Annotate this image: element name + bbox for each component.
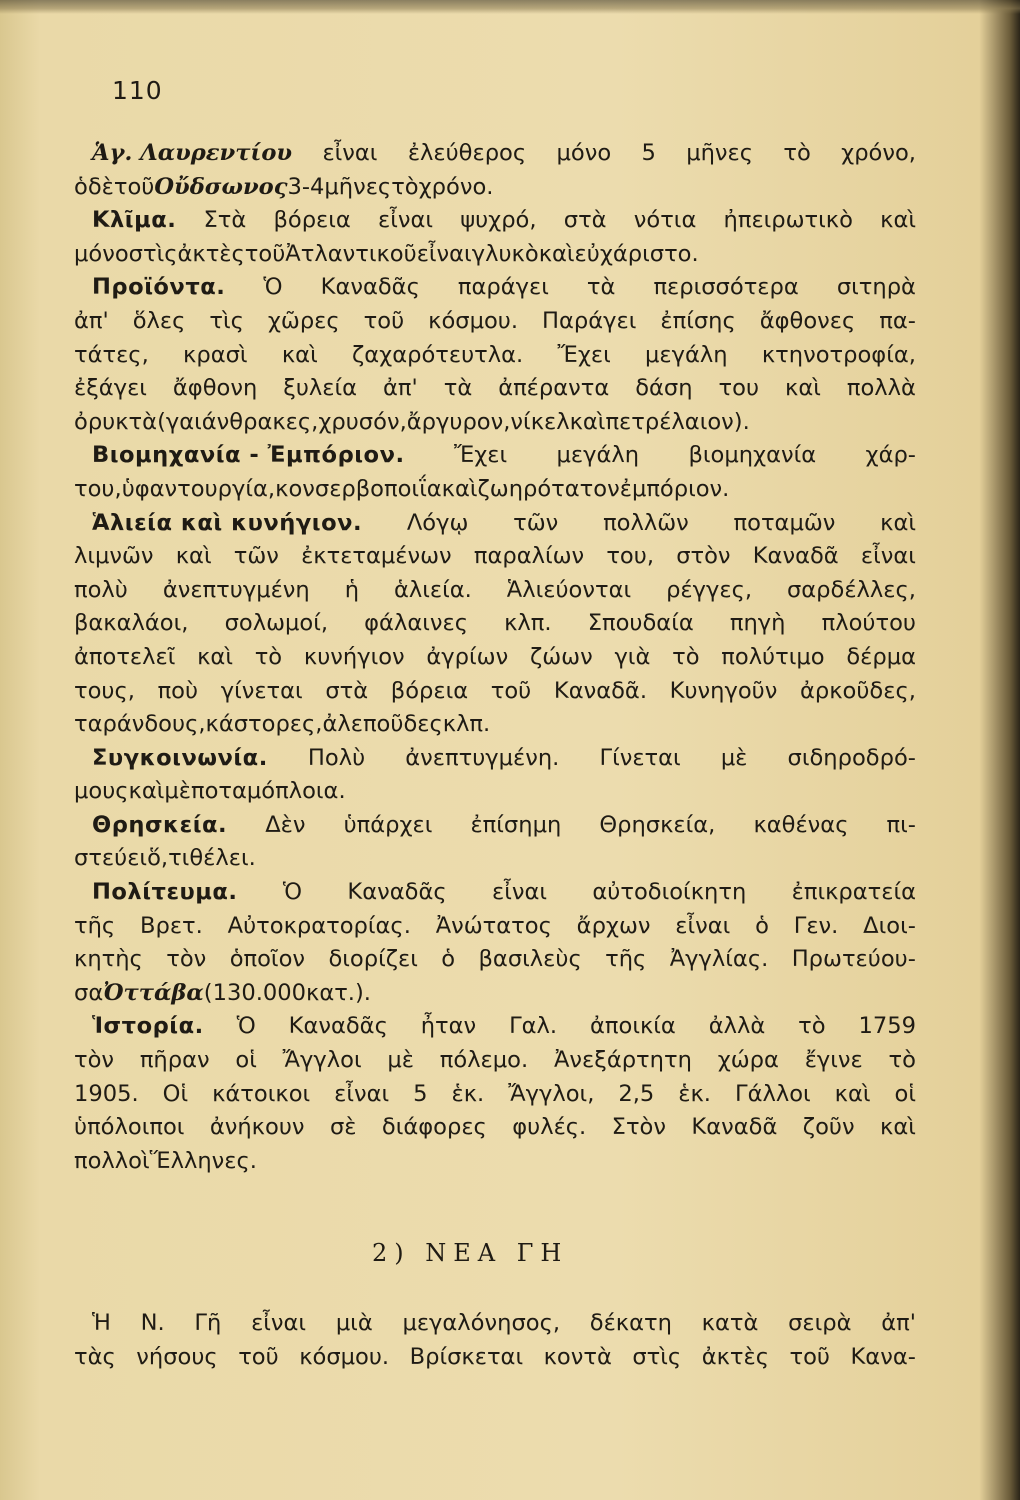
word: τὸν bbox=[74, 1047, 115, 1074]
word: Βρίσκεται bbox=[409, 1343, 524, 1370]
word: Ἔχει bbox=[557, 341, 611, 368]
word: τοῦ bbox=[238, 1343, 279, 1370]
word: μεγάλη bbox=[645, 341, 728, 368]
word: ὁποῖον bbox=[229, 946, 306, 973]
word: δέρμα bbox=[846, 643, 916, 670]
word: οἱ bbox=[894, 1080, 916, 1107]
word: ἀνεπτυγμένη bbox=[162, 576, 310, 603]
word: τοῦ bbox=[789, 1343, 830, 1370]
word: μους bbox=[74, 778, 129, 805]
word: καὶ bbox=[128, 778, 165, 805]
word: σὲ bbox=[329, 1114, 357, 1141]
word: στὸν bbox=[676, 543, 731, 570]
word: ἀπ' bbox=[383, 375, 418, 402]
word: ἀλλὰ bbox=[708, 1013, 766, 1040]
word: τάτες, bbox=[74, 341, 149, 368]
text-line bbox=[74, 1078, 916, 1112]
word: Θρησκεία, bbox=[599, 811, 716, 838]
word: εἶναι bbox=[860, 543, 916, 570]
word: ὀρυκτὰ bbox=[74, 408, 158, 435]
word: στεύει bbox=[74, 845, 148, 872]
word: Καναδᾶ bbox=[691, 1114, 778, 1141]
word: κλπ. bbox=[442, 711, 491, 738]
word: τῆς bbox=[605, 946, 647, 973]
text-line bbox=[74, 1044, 916, 1078]
word: Οἱ bbox=[162, 1080, 189, 1107]
word: εἶναι bbox=[675, 912, 731, 939]
paragraph-heading: Συγκοινωνία. bbox=[92, 744, 268, 771]
word: εἶναι bbox=[377, 207, 434, 234]
word: εἶναι bbox=[416, 240, 472, 267]
word: μιὰ bbox=[335, 1310, 373, 1336]
word: Αὐτοκρατορίας. bbox=[227, 912, 411, 939]
word: 1759 bbox=[858, 1013, 916, 1040]
text-line bbox=[74, 1145, 916, 1179]
word: Ἄγγλοι bbox=[282, 1047, 362, 1074]
word: μεγάλη bbox=[556, 442, 640, 469]
word: κατ.). bbox=[306, 979, 371, 1006]
word: τὸ bbox=[798, 1013, 826, 1040]
paragraph-heading: Προϊόντα. bbox=[92, 274, 226, 301]
word: - bbox=[301, 173, 311, 200]
paragraph-heading: Κλῖμα. bbox=[92, 207, 177, 234]
word: 4 bbox=[310, 173, 325, 200]
word: Ἕλληνες. bbox=[149, 1147, 257, 1174]
word: στὰ bbox=[563, 207, 607, 234]
word: Βρετ. bbox=[139, 912, 203, 939]
text-line bbox=[74, 238, 916, 272]
word: (130.000 bbox=[203, 979, 306, 1006]
italic-term: Οὔδσωνος bbox=[154, 173, 288, 200]
word: ζωηρότατον bbox=[477, 475, 620, 502]
word: φάλαινες bbox=[364, 610, 468, 637]
word: στὶς bbox=[128, 240, 178, 267]
word: Γαλ. bbox=[509, 1013, 558, 1040]
word: ὁ bbox=[74, 173, 88, 200]
word: βακαλάοι, bbox=[74, 610, 189, 637]
text-line bbox=[74, 708, 916, 742]
word: του bbox=[718, 375, 760, 402]
word: κατὰ bbox=[701, 1310, 759, 1336]
word: σιτηρὰ bbox=[836, 274, 916, 301]
word: ρέγγες, bbox=[666, 576, 753, 603]
word: κητὴς bbox=[74, 946, 143, 973]
word: τῆς bbox=[74, 912, 116, 939]
word: 1905. bbox=[74, 1080, 139, 1107]
word: τὸν bbox=[166, 946, 207, 973]
word: πετρέλαιον). bbox=[605, 408, 750, 435]
word: βιομηχανία bbox=[688, 442, 817, 469]
word: βασιλεὺς bbox=[478, 946, 582, 973]
word: καὶ bbox=[834, 1080, 871, 1107]
word: κόσμου. bbox=[299, 1343, 390, 1370]
word: ἀπέραντα bbox=[498, 375, 610, 402]
text-line bbox=[74, 305, 916, 339]
word: κάτοικοι bbox=[212, 1080, 311, 1107]
word: ὁ bbox=[441, 946, 456, 973]
word: ἀπ' bbox=[74, 307, 109, 334]
page-top-edge bbox=[0, 0, 1020, 14]
word: λιμνῶν bbox=[74, 543, 154, 570]
word: ὅλες bbox=[132, 307, 186, 334]
word: τὸ bbox=[783, 140, 811, 166]
word: χώρα bbox=[717, 1047, 779, 1074]
word: σειρὰ bbox=[788, 1310, 852, 1336]
word: ἀπ' bbox=[881, 1310, 916, 1336]
word: μὲ bbox=[164, 778, 191, 805]
word: του, bbox=[74, 475, 122, 502]
word: Πρωτεύου- bbox=[791, 946, 916, 973]
word: ἔγινε bbox=[804, 1047, 863, 1074]
word: δέκατη bbox=[589, 1310, 672, 1336]
text-line bbox=[74, 876, 916, 910]
word: νότια bbox=[633, 207, 697, 234]
word: πα- bbox=[879, 307, 916, 334]
word: ἀρκοῦδες, bbox=[799, 677, 916, 704]
word: διορίζει bbox=[328, 946, 418, 973]
paragraph-heading: Θρησκεία. bbox=[92, 811, 228, 838]
word: ἐπικρατεία bbox=[791, 879, 916, 906]
word: ἀλεποῦδες bbox=[322, 711, 443, 738]
word: εἶναι bbox=[251, 1310, 307, 1336]
paragraph-heading: Βιομηχανία - Ἐμπόριον. bbox=[92, 442, 405, 469]
word: τὰς bbox=[74, 1343, 116, 1370]
word: τὰ bbox=[443, 375, 473, 402]
word: πολύτιμο bbox=[721, 643, 825, 670]
word: εἶναι bbox=[491, 879, 548, 906]
word: σιδηροδρό- bbox=[787, 744, 916, 771]
word: ἄφθονη bbox=[172, 375, 258, 402]
text-line bbox=[74, 1341, 916, 1375]
word: Κυνηγοῦν bbox=[669, 677, 778, 704]
word: νήσους bbox=[136, 1343, 218, 1370]
word: πολλοὶ bbox=[74, 1147, 150, 1174]
word: οἱ bbox=[235, 1047, 257, 1074]
italic-term: Ὀττάβα bbox=[103, 979, 204, 1006]
text-line bbox=[74, 339, 916, 373]
text-line bbox=[74, 540, 916, 574]
word: Ἄγγλοι, bbox=[508, 1080, 595, 1107]
main-text bbox=[74, 137, 916, 1178]
paragraph-heading: Πολίτευμα. bbox=[92, 879, 238, 906]
word: τοῦ bbox=[113, 173, 155, 200]
word: διάφορες bbox=[381, 1114, 487, 1141]
word: Ἀνώτατος bbox=[435, 912, 552, 939]
text-line bbox=[74, 641, 916, 675]
word: κάστορες, bbox=[205, 711, 323, 738]
word: γίνεται bbox=[220, 677, 303, 704]
section-heading: 2) ΝΕΑ ΓΗ bbox=[372, 1239, 569, 1267]
word: μῆνες bbox=[324, 173, 392, 200]
word: Ὁ bbox=[236, 1013, 256, 1040]
word: τὸ bbox=[672, 643, 700, 670]
word: ὑφαντουργία, bbox=[121, 475, 276, 502]
word: ἄρχων bbox=[576, 912, 651, 939]
word: μόνο bbox=[556, 140, 612, 166]
word: βόρεια bbox=[390, 677, 469, 704]
word: νίκελ bbox=[510, 408, 570, 435]
word: πολλῶν bbox=[603, 509, 689, 536]
word: ἄφθονες bbox=[759, 307, 856, 334]
word: Ἀγγλίας. bbox=[669, 946, 769, 973]
word: ἠπειρωτικὸ bbox=[723, 207, 853, 234]
word: εἶναι bbox=[322, 140, 378, 166]
word: Καναδᾶς bbox=[320, 274, 420, 301]
word: Ν. bbox=[140, 1310, 165, 1336]
word: μὲ bbox=[720, 744, 748, 771]
word: του, bbox=[606, 543, 655, 570]
word: καὶ bbox=[880, 207, 916, 234]
word: πι- bbox=[886, 811, 916, 838]
text-line bbox=[74, 473, 916, 507]
word: παραλίων bbox=[473, 543, 585, 570]
word: Πολὺ bbox=[307, 744, 366, 771]
word: ἀποτελεῖ bbox=[74, 643, 176, 670]
word: κρασὶ bbox=[183, 341, 248, 368]
paragraph-heading: Ἱστορία. bbox=[92, 1013, 204, 1040]
text-line bbox=[74, 842, 916, 876]
word: 3 bbox=[287, 173, 302, 200]
word: Ἀνεξάρτητη bbox=[553, 1047, 692, 1074]
word: Γάλλοι bbox=[734, 1080, 811, 1107]
word: Ἡ bbox=[92, 1310, 111, 1336]
word: τῶν bbox=[233, 543, 279, 570]
word: Καναδᾶς bbox=[288, 1013, 388, 1040]
word: ἀποικία bbox=[590, 1013, 676, 1040]
word: Γῆ bbox=[194, 1310, 222, 1336]
word: 2,5 bbox=[618, 1080, 655, 1107]
word: ἀκτὲς bbox=[177, 240, 245, 267]
word: ἐξάγει bbox=[74, 375, 147, 402]
word: δὲ bbox=[87, 173, 114, 200]
word: καὶ bbox=[569, 408, 606, 435]
word: σα bbox=[74, 979, 104, 1006]
text-line bbox=[74, 406, 916, 440]
word: τὶς bbox=[209, 307, 244, 334]
word: Ἔχει bbox=[453, 442, 508, 469]
word: ἀγρίων bbox=[426, 643, 509, 670]
word: καὶ bbox=[538, 240, 575, 267]
word: κλπ. bbox=[504, 610, 552, 637]
word: Γεν. bbox=[793, 912, 839, 939]
text-line bbox=[74, 775, 916, 809]
word: τοῦ bbox=[244, 240, 286, 267]
word: ψυχρό, bbox=[460, 207, 537, 234]
word: τὸ bbox=[391, 173, 419, 200]
word: σαρδέλλες, bbox=[786, 576, 916, 603]
word: πλούτου bbox=[821, 610, 916, 637]
word: ἡ bbox=[344, 576, 360, 603]
text-line bbox=[74, 910, 916, 944]
word: πολὺ bbox=[74, 576, 128, 603]
text-line bbox=[74, 507, 916, 541]
word: ἁλιεία. bbox=[393, 576, 472, 603]
text-line bbox=[74, 742, 916, 776]
word: ποταμόπλοια. bbox=[191, 778, 346, 805]
word: τους, bbox=[74, 677, 135, 704]
word: κυνήγιον bbox=[303, 643, 405, 670]
text-line bbox=[74, 574, 916, 608]
word: φυλές. bbox=[512, 1114, 587, 1141]
word: εὐχάριστο. bbox=[574, 240, 699, 267]
italic-term: Ἁγ. Λαυρεντίου bbox=[92, 140, 293, 166]
word: αὐτοδιοίκητη bbox=[592, 879, 747, 906]
word: Δὲν bbox=[265, 811, 306, 838]
word: εἶναι bbox=[334, 1080, 390, 1107]
word: χῶρες bbox=[267, 307, 340, 334]
word: ἀνεπτυγμένη. bbox=[405, 744, 560, 771]
word: καὶ bbox=[441, 475, 478, 502]
word: πῆραν bbox=[139, 1047, 210, 1074]
text-line bbox=[74, 977, 916, 1011]
word: ταράνδους, bbox=[74, 711, 206, 738]
word: μεγαλόνησος, bbox=[402, 1310, 561, 1336]
word: περισσότερα bbox=[653, 274, 799, 301]
word: ἐμπόριον. bbox=[619, 475, 730, 502]
text-line bbox=[74, 271, 916, 305]
text-line bbox=[74, 439, 916, 473]
word: ζαχαρότευτλα. bbox=[352, 341, 524, 368]
word: Λόγῳ bbox=[406, 509, 469, 536]
word: Σπουδαία bbox=[587, 610, 694, 637]
text-line bbox=[74, 943, 916, 977]
word: καθένας bbox=[753, 811, 849, 838]
word: χρόνο, bbox=[841, 140, 916, 166]
word: ποταμῶν bbox=[733, 509, 836, 536]
text-line bbox=[74, 137, 916, 171]
word: μὲ bbox=[387, 1047, 414, 1074]
word: καὶ bbox=[281, 341, 318, 368]
word: παράγει bbox=[457, 274, 549, 301]
word: κτηνοτροφία, bbox=[761, 341, 916, 368]
word: πηγὴ bbox=[729, 610, 786, 637]
word: Κανα- bbox=[850, 1343, 916, 1370]
word: ἐλεύθερος bbox=[407, 140, 527, 166]
word: ἑκ. bbox=[678, 1080, 711, 1107]
word: καὶ bbox=[785, 375, 821, 402]
text-line bbox=[74, 1307, 916, 1341]
word: 5 bbox=[413, 1080, 428, 1107]
text-line bbox=[74, 1010, 916, 1044]
text-line bbox=[74, 1111, 916, 1145]
text-line bbox=[74, 372, 916, 406]
word: πολλὰ bbox=[846, 375, 916, 402]
word: κοντὰ bbox=[543, 1343, 612, 1370]
word: Στὸν bbox=[611, 1114, 666, 1141]
word: ποὺ bbox=[157, 677, 199, 704]
word: μόνο bbox=[74, 240, 129, 267]
word: ὑπάρχει bbox=[343, 811, 433, 838]
section-text bbox=[74, 1307, 916, 1374]
word: τὰ bbox=[586, 274, 616, 301]
word: ὅ,τι bbox=[147, 845, 190, 872]
word: κόσμου. bbox=[428, 307, 519, 334]
text-line bbox=[74, 809, 916, 843]
word: τὸ bbox=[888, 1047, 916, 1074]
paragraph-heading: Ἁλιεία καὶ κυνήγιον. bbox=[92, 509, 363, 536]
word: καὶ bbox=[880, 509, 916, 536]
word: Ὁ bbox=[282, 879, 303, 906]
word: ἀκτὲς bbox=[701, 1343, 769, 1370]
word: Παράγει bbox=[542, 307, 637, 334]
word: ἑκ. bbox=[451, 1080, 485, 1107]
word: σολωμοί, bbox=[224, 610, 329, 637]
text-line bbox=[74, 171, 916, 205]
word: 5 bbox=[641, 140, 656, 166]
word: Γίνεται bbox=[599, 744, 681, 771]
word: χρόνο. bbox=[418, 173, 494, 200]
word: ἦταν bbox=[420, 1013, 477, 1040]
word: θέλει. bbox=[189, 845, 256, 872]
word: δάση bbox=[635, 375, 693, 402]
word: ἐκτεταμένων bbox=[301, 543, 452, 570]
word: καὶ bbox=[197, 643, 233, 670]
word: στὶς bbox=[632, 1343, 682, 1370]
word: Στὰ bbox=[203, 207, 247, 234]
word: τῶν bbox=[513, 509, 559, 536]
word: βόρεια bbox=[273, 207, 351, 234]
word: ζώων bbox=[529, 643, 593, 670]
word: Καναδᾶς bbox=[347, 879, 447, 906]
word: τὸ bbox=[254, 643, 283, 670]
word: χάρ- bbox=[865, 442, 916, 469]
word: ὁ bbox=[755, 912, 769, 939]
word: καὶ bbox=[175, 543, 212, 570]
word: τοῦ bbox=[363, 307, 405, 334]
word: χρυσόν, bbox=[318, 408, 407, 435]
word: Καναδᾶ. bbox=[553, 677, 647, 704]
word: τοῦ bbox=[490, 677, 532, 704]
word: ἐπίσης bbox=[660, 307, 736, 334]
word: Ἀτλαντικοῦ bbox=[285, 240, 417, 267]
word: Ὁ bbox=[263, 274, 283, 301]
word: (γαιάνθρακες, bbox=[157, 408, 319, 435]
word: ξυλεία bbox=[283, 375, 358, 402]
text-line bbox=[74, 675, 916, 709]
word: στὰ bbox=[325, 677, 369, 704]
word: Διοι- bbox=[863, 912, 916, 939]
word: ἄργυρον, bbox=[406, 408, 511, 435]
word: ἀνήκουν bbox=[209, 1114, 305, 1141]
word: ζοῦν bbox=[802, 1114, 855, 1141]
word: πόλεμο. bbox=[439, 1047, 529, 1074]
word: καὶ bbox=[880, 1114, 916, 1141]
word: ὑπόλοιποι bbox=[74, 1114, 185, 1141]
word: γιὰ bbox=[614, 643, 651, 670]
word: Ἁλιεύονται bbox=[506, 576, 632, 603]
word: ἐπίσημη bbox=[470, 811, 562, 838]
word: μῆνες bbox=[686, 140, 754, 166]
word: Καναδᾶ bbox=[752, 543, 839, 570]
text-line bbox=[74, 204, 916, 238]
text-line bbox=[74, 607, 916, 641]
page-number: 110 bbox=[112, 76, 163, 105]
word: κονσερβοποιΐα bbox=[275, 475, 442, 502]
word: γλυκὸ bbox=[471, 240, 539, 267]
